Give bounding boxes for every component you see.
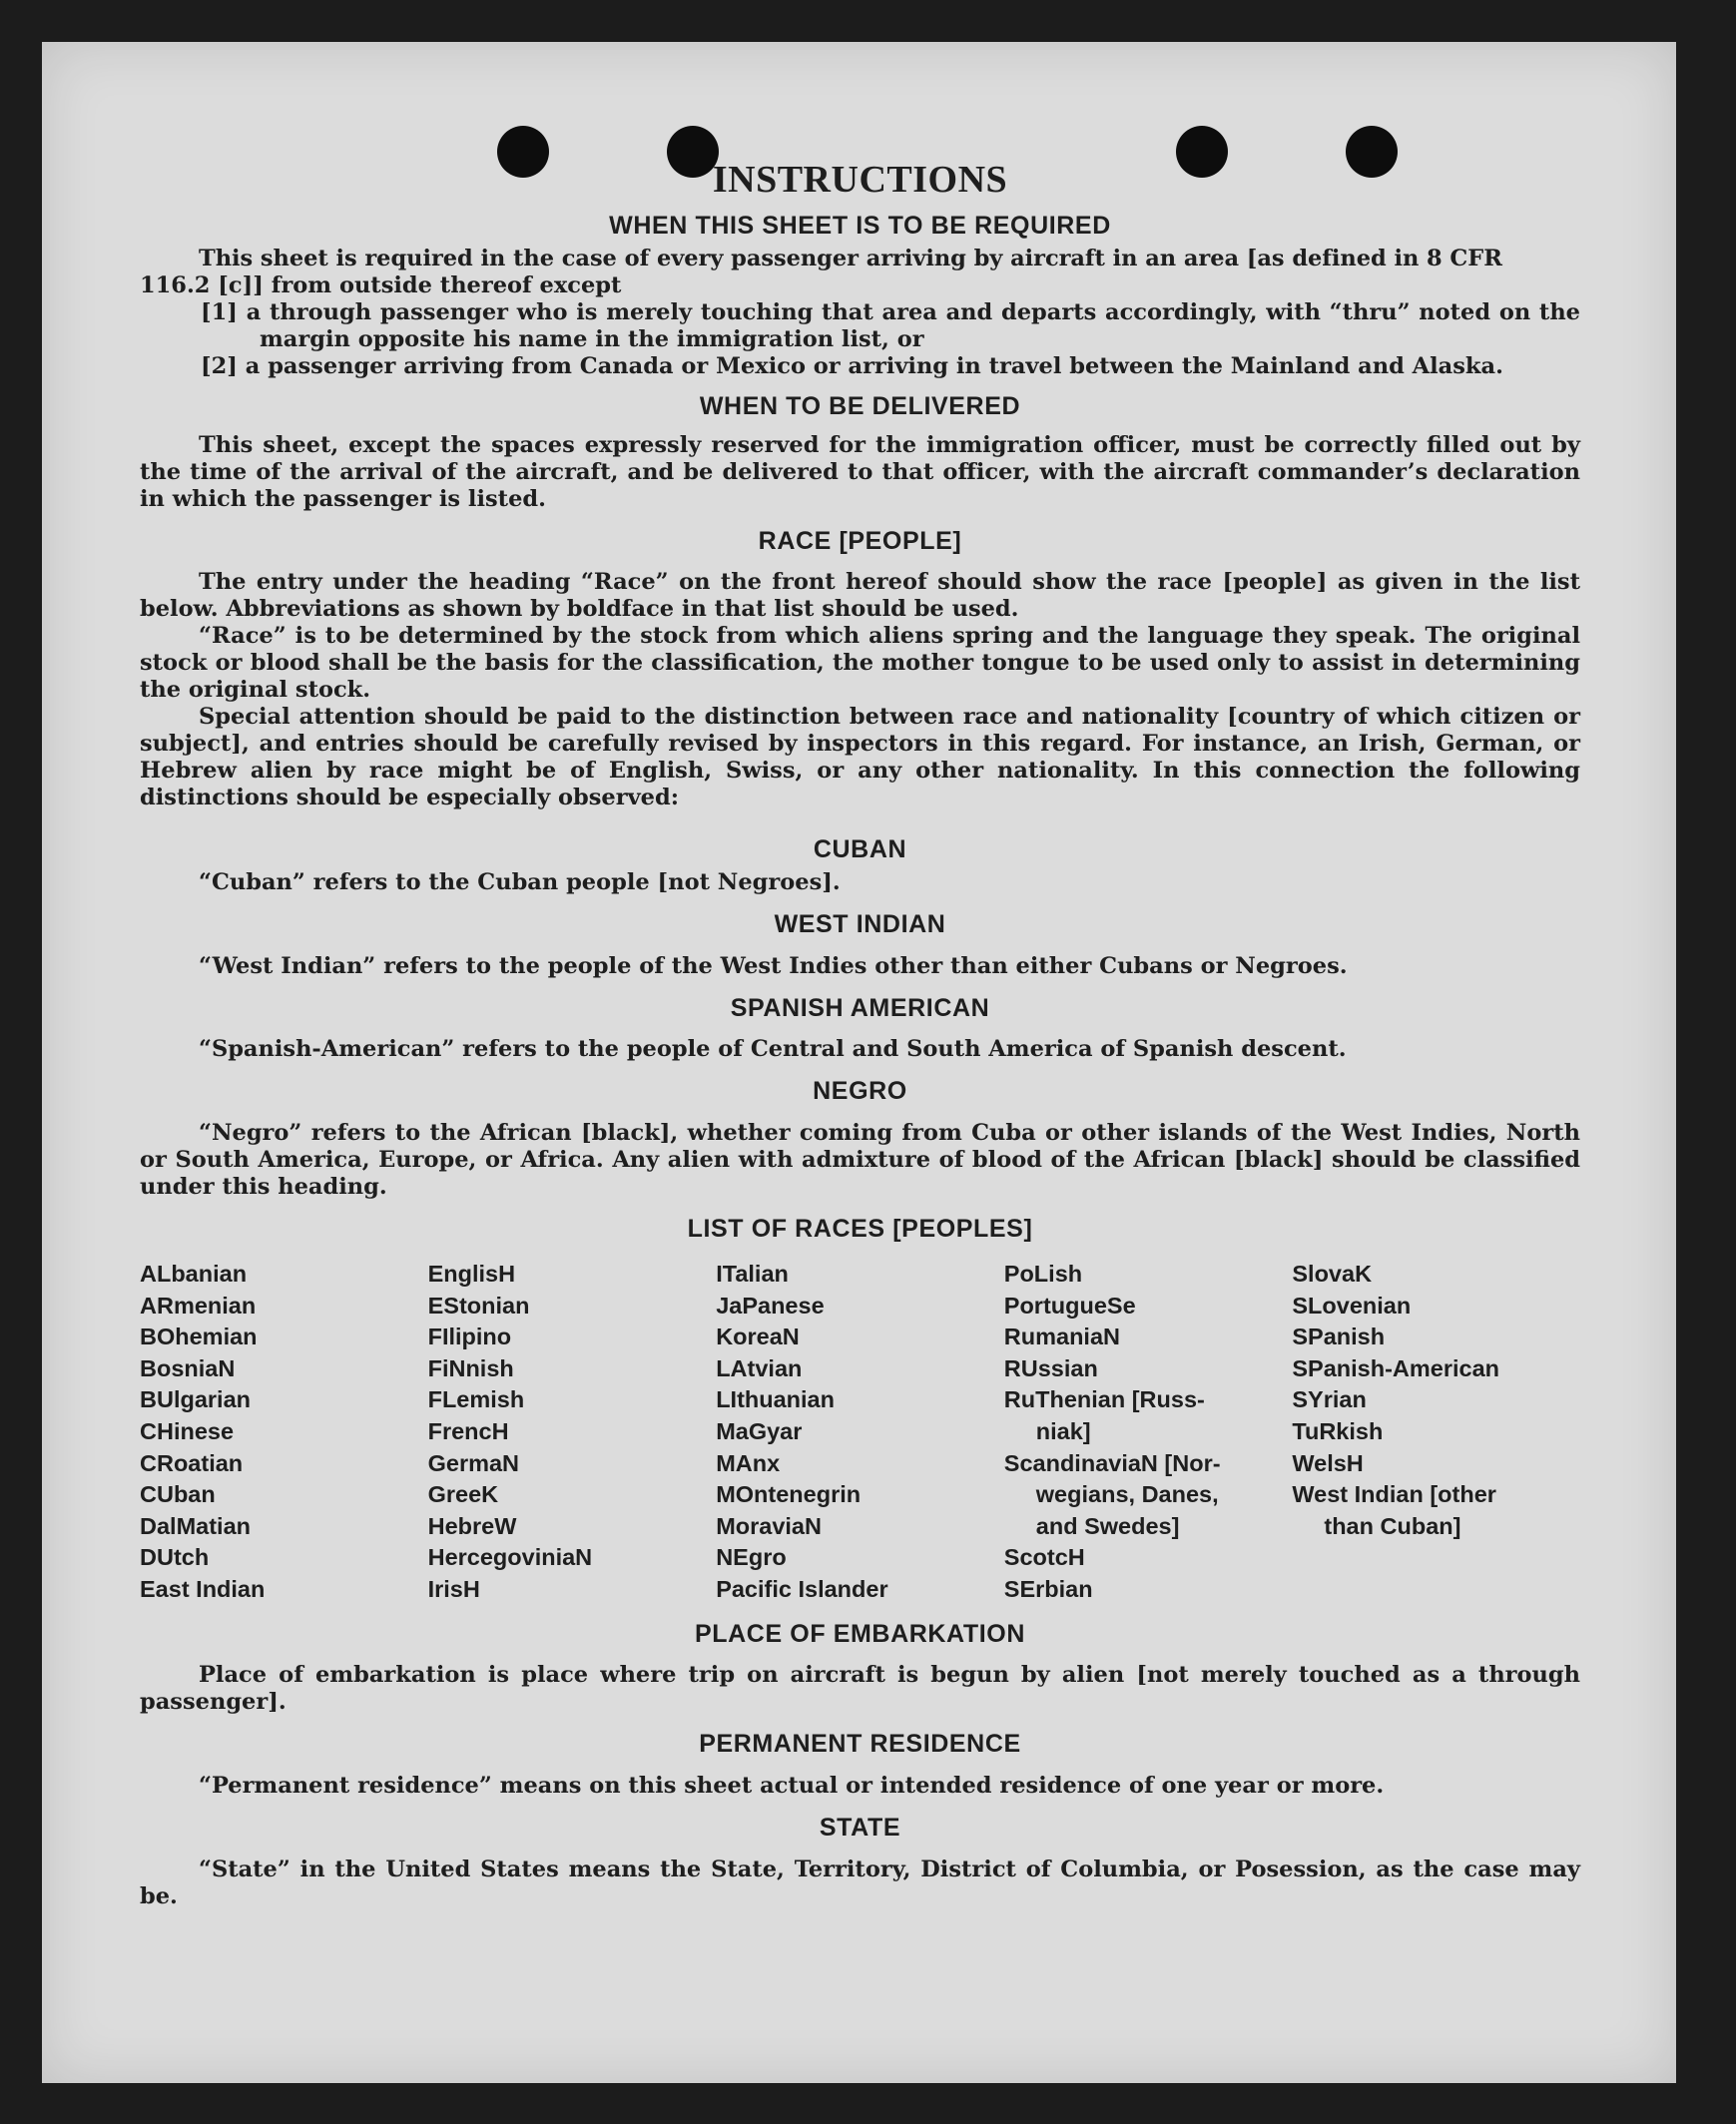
race-item: West Indian [other [1292, 1481, 1496, 1508]
paragraph-line: 116.2 [c]] from outside thereof except [140, 272, 622, 298]
race-item: BosniaN [140, 1354, 236, 1381]
race-item: HercegoviniaN [427, 1544, 593, 1571]
heading-west-indian: WEST INDIAN [774, 910, 946, 938]
page-title: INSTRUCTIONS [712, 159, 1008, 201]
races-column-4 [1004, 1259, 1293, 1606]
race-item: EnglisH [427, 1261, 516, 1287]
paragraph-race-3: Special attention should be paid to the distinction between race and nationality [country of which citizen or subject], and entries should be carefully revised by inspectors in this regard. For instance, an Irish, German, or Hebrew alien by race might be of English, Swiss, or any other nationality. In this connection the following distinctions should be especially observed: [140, 704, 1580, 810]
race-item: MOntenegrin [716, 1481, 862, 1508]
races-column-3 [716, 1259, 1004, 1606]
heading-when-required: WHEN THIS SHEET IS TO BE REQUIRED [609, 212, 1111, 240]
race-item: EStonian [427, 1292, 530, 1319]
race-item: LAtvian [716, 1354, 803, 1381]
paragraph-line: This sheet is required in the case of every passenger arriving by aircraft in an area [as defined in 8 CFR [199, 246, 1502, 271]
instructions-content [140, 158, 1580, 1910]
race-item-continued: than Cuban] [1324, 1512, 1461, 1539]
heading-cuban: CUBAN [813, 835, 907, 863]
heading-when-delivered: WHEN TO BE DELIVERED [699, 392, 1021, 420]
paragraph-west-indian: “West Indian” refers to the people of the West Indies other than either Cubans or Negroes. [199, 953, 1348, 979]
paragraph-delivery: This sheet, except the spaces expressly reserved for the immigration officer, must be correctly filled out by the time of the arrival of the aircraft, and be delivered to that officer, with the aircraft commander’s declaration in which the passenger is listed. [140, 432, 1580, 512]
races-column-2 [428, 1259, 717, 1606]
paragraph-embarkation: Place of embarkation is place where trip on aircraft is begun by alien [not merely touched as a through passenger]. [140, 1661, 1580, 1715]
paragraph-residence: “Permanent residence” means on this sheet actual or intended residence of one year or more. [199, 1772, 1385, 1799]
race-item: JaPanese [716, 1292, 825, 1319]
race-item: CUban [140, 1481, 216, 1508]
race-item: SPanish-American [1292, 1354, 1500, 1381]
race-item: RumaniaN [1003, 1324, 1120, 1350]
paragraph-negro: “Negro” refers to the African [black], whether coming from Cuba or other islands of the West Indies, North or South America, Europe, or Africa. Any alien with admixture of blood of the African [black] should be classified under this heading. [140, 1120, 1580, 1200]
heading-place-of-embarkation: PLACE OF EMBARKATION [695, 1619, 1025, 1648]
races-list [140, 1259, 1580, 1606]
race-item: SYrian [1292, 1386, 1367, 1413]
race-item: FiNnish [427, 1354, 514, 1381]
heading-spanish-american: SPANISH AMERICAN [730, 994, 990, 1022]
race-item: ITalian [716, 1261, 789, 1287]
paragraph-spanish-american: “Spanish-American” refers to the people of Central and South America of Spanish descent. [199, 1036, 1347, 1062]
race-item: ARmenian [140, 1292, 257, 1319]
race-item: Pacific Islander [716, 1575, 888, 1602]
race-item: SlovaK [1292, 1261, 1373, 1287]
race-item: ScandinaviaN [Nor- [1003, 1449, 1221, 1476]
race-item: PortugueSe [1003, 1292, 1136, 1319]
heading-negro: NEGRO [813, 1077, 907, 1105]
race-item: SLovenian [1292, 1292, 1412, 1319]
paragraph-race-1: The entry under the heading “Race” on the front hereof should show the race [people] as given in the list below. Abbreviations as shown by boldface in that list should be used. [140, 569, 1580, 622]
race-item: RUssian [1003, 1354, 1098, 1381]
heading-permanent-residence: PERMANENT RESIDENCE [699, 1729, 1021, 1758]
paragraph-state: “State” in the United States means the State, Territory, District of Columbia, or Posession, as the case may be. [140, 1856, 1580, 1909]
race-item: GermaN [427, 1449, 520, 1476]
race-item: SErbian [1003, 1575, 1093, 1602]
heading-list-of-races: LIST OF RACES [PEOPLES] [687, 1215, 1033, 1243]
race-item: IrisH [427, 1575, 480, 1602]
race-item: HebreW [427, 1512, 517, 1539]
race-item-continued: niak] [1035, 1417, 1091, 1444]
race-item: NEgro [716, 1544, 787, 1571]
race-item: WelsH [1292, 1449, 1364, 1476]
races-column-1 [140, 1259, 428, 1606]
race-item: BOhemian [140, 1324, 258, 1350]
race-item: TuRkish [1292, 1417, 1384, 1444]
race-item-continued: wegians, Danes, [1035, 1481, 1219, 1508]
exception-item-2: [2] a passenger arriving from Canada or Mexico or arriving in travel between the Mainland and Alaska. [201, 353, 1503, 379]
race-item: LIthuanian [716, 1386, 835, 1413]
race-item: CHinese [140, 1417, 235, 1444]
race-item: DalMatian [140, 1512, 251, 1539]
race-item: GreeK [427, 1481, 499, 1508]
race-item: MaGyar [716, 1417, 803, 1444]
race-item: PoLish [1003, 1261, 1083, 1287]
races-column-5 [1292, 1259, 1580, 1606]
race-item-continued: and Swedes] [1035, 1512, 1180, 1539]
race-item: FLemish [427, 1386, 525, 1413]
paragraph-race-2: “Race” is to be determined by the stock from which aliens spring and the language they speak. The original stock or blood shall be the basis for the classification, the mother tongue to be used only to assist in determining the original stock. [140, 623, 1580, 703]
race-item: RuThenian [Russ- [1003, 1386, 1205, 1413]
race-item: CRoatian [140, 1449, 244, 1476]
race-item: FrencH [427, 1417, 509, 1444]
race-item: East Indian [140, 1575, 266, 1602]
paragraph-cuban: “Cuban” refers to the Cuban people [not Negroes]. [199, 869, 841, 895]
heading-state: STATE [819, 1813, 901, 1842]
race-item: ScotcH [1003, 1544, 1085, 1571]
race-item: KoreaN [716, 1324, 800, 1350]
race-item: MoraviaN [716, 1512, 822, 1539]
race-item: MAnx [716, 1449, 781, 1476]
race-item: SPanish [1292, 1324, 1386, 1350]
race-item: DUtch [140, 1544, 210, 1571]
race-item: ALbanian [140, 1261, 248, 1287]
heading-race: RACE [PEOPLE] [758, 527, 962, 555]
exception-item-1: [1] a through passenger who is merely touching that area and departs accordingly, with “thru” noted on the margin opposite his name in the immigration list, or [201, 299, 1580, 352]
race-item: FIlipino [427, 1324, 512, 1350]
race-item: BUlgarian [140, 1386, 251, 1413]
